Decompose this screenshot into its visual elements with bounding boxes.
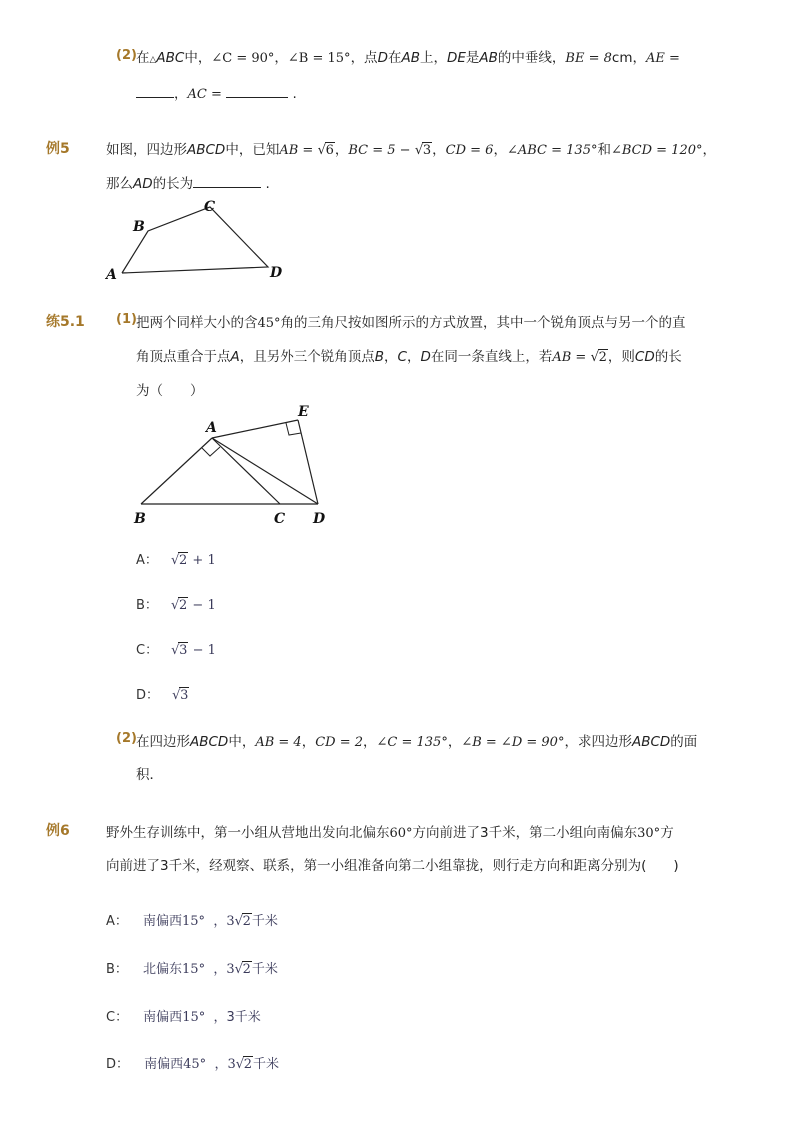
text: ， bbox=[632, 50, 646, 66]
text: 那么 bbox=[106, 176, 133, 192]
option-c[interactable] bbox=[106, 1006, 261, 1025]
segment-ac bbox=[212, 438, 280, 504]
option-b[interactable] bbox=[106, 958, 278, 977]
right-angle-mark-a bbox=[202, 447, 220, 456]
vertex-label-c: C bbox=[274, 511, 286, 527]
sqrt bbox=[236, 1057, 253, 1072]
text: 在 bbox=[387, 50, 402, 66]
question-line bbox=[106, 140, 716, 161]
text: ，点 bbox=[350, 50, 378, 66]
math-expr: ∠BCD = 120° bbox=[610, 143, 703, 158]
vertex-label-d: D bbox=[313, 511, 326, 527]
option-a[interactable] bbox=[136, 549, 216, 568]
option-letter: B： bbox=[106, 962, 128, 977]
radicand: 3 bbox=[422, 143, 432, 158]
option-angle: 45° bbox=[183, 1057, 207, 1072]
option-tail: + 1 bbox=[188, 553, 216, 568]
math-expr: CD = 2 bbox=[315, 735, 364, 750]
radicand: 2 bbox=[243, 1057, 253, 1072]
answer-line bbox=[136, 84, 297, 105]
math-var: AB bbox=[479, 50, 498, 66]
text: 在同一条直线上，若 bbox=[430, 349, 553, 365]
option-angle: 15° bbox=[182, 1010, 206, 1025]
math-var: ABCD bbox=[631, 734, 671, 750]
vertex-label-a: A bbox=[206, 420, 217, 436]
text: 把两个同样大小的含 bbox=[136, 315, 258, 331]
math-expr: AB = bbox=[279, 143, 314, 158]
option-d[interactable] bbox=[106, 1053, 279, 1072]
math-expr: BE = 8 bbox=[565, 51, 612, 66]
option-angle: 15° bbox=[182, 962, 206, 977]
vertex-label-c: C bbox=[204, 199, 216, 215]
sqrt bbox=[235, 914, 252, 929]
sqrt bbox=[235, 962, 252, 977]
text: 中， bbox=[184, 50, 212, 66]
vertex-label-b: B bbox=[133, 219, 145, 235]
math-expr: ∠C = 135° bbox=[376, 735, 448, 750]
math-expr: 45° bbox=[257, 316, 281, 331]
math-var: CD bbox=[634, 349, 655, 365]
math-expr: AB = bbox=[552, 350, 587, 365]
segment-ed bbox=[298, 420, 318, 504]
text: 上， bbox=[419, 50, 447, 66]
sqrt bbox=[591, 348, 608, 368]
vertex-label-d: D bbox=[270, 265, 283, 281]
sqrt bbox=[171, 643, 188, 658]
radicand: 3 bbox=[180, 688, 189, 703]
question-line bbox=[136, 347, 682, 368]
option-coef: 3 bbox=[227, 1057, 236, 1072]
question-number: (1) bbox=[116, 312, 137, 327]
math-expr: ∠B = ∠D = 90° bbox=[461, 735, 565, 750]
text: ， bbox=[493, 142, 507, 158]
math-expr: ∠B = 15° bbox=[287, 51, 351, 66]
answer-blank[interactable] bbox=[226, 85, 288, 98]
text: . bbox=[265, 176, 270, 192]
option-tail: − 1 bbox=[188, 598, 216, 613]
text: 角顶点重合于点 bbox=[136, 349, 231, 365]
text: ， bbox=[301, 734, 316, 750]
math-var: AD bbox=[133, 176, 153, 192]
math-expr: ∠ABC = 135° bbox=[506, 143, 598, 158]
math-expr: AB = 4 bbox=[255, 735, 302, 750]
option-letter: A： bbox=[136, 553, 158, 568]
math-var: D bbox=[420, 349, 431, 365]
option-letter: A： bbox=[106, 914, 128, 929]
math-expr: AE = bbox=[645, 51, 680, 66]
math-expr: ∠C = 90° bbox=[211, 51, 275, 66]
text: ， bbox=[174, 86, 188, 102]
option-b[interactable] bbox=[136, 594, 216, 613]
radicand: 2 bbox=[242, 914, 251, 929]
segment-ad bbox=[212, 438, 318, 504]
option-angle: 15° bbox=[182, 914, 206, 929]
text: 在四边形 bbox=[136, 734, 190, 750]
question-line bbox=[106, 823, 674, 844]
option-direction: 南偏西 bbox=[144, 1057, 184, 1072]
option-tail: − 1 bbox=[188, 643, 216, 658]
radicand: 2 bbox=[179, 598, 188, 613]
text: ，求四边形 bbox=[564, 734, 632, 750]
option-letter: D： bbox=[136, 688, 160, 703]
option-unit: 3千米 bbox=[226, 1010, 261, 1025]
text: ， bbox=[213, 962, 227, 977]
radicand: 3 bbox=[179, 643, 188, 658]
option-letter: C： bbox=[106, 1010, 129, 1025]
text: ，则 bbox=[607, 349, 635, 365]
question-line bbox=[136, 732, 697, 753]
text: ， bbox=[214, 1057, 228, 1072]
vertex-label-b: B bbox=[134, 511, 146, 527]
text: ， bbox=[384, 349, 398, 365]
sqrt bbox=[415, 141, 432, 161]
text: ， bbox=[334, 142, 349, 158]
text: 和 bbox=[597, 142, 611, 158]
sqrt bbox=[172, 688, 189, 703]
text: 的长 bbox=[654, 349, 682, 365]
text: ， bbox=[702, 142, 716, 158]
vertex-label-a: A bbox=[106, 267, 117, 283]
text: ， bbox=[213, 1010, 227, 1025]
option-unit: 千米 bbox=[251, 962, 278, 977]
text: ， bbox=[274, 50, 288, 66]
sqrt bbox=[171, 598, 188, 613]
option-letter: C： bbox=[136, 643, 159, 658]
text: 中， bbox=[228, 734, 256, 750]
text: ， bbox=[406, 349, 421, 365]
option-letter: B： bbox=[136, 598, 158, 613]
math-var: AB bbox=[401, 50, 420, 66]
math-var: A bbox=[230, 349, 240, 365]
text: 野外生存训练中，第一小组从营地出发向北偏东 bbox=[106, 825, 390, 841]
option-direction: 南偏西 bbox=[143, 914, 183, 929]
answer-blank[interactable] bbox=[136, 85, 174, 98]
text: ， bbox=[447, 734, 462, 750]
text: ， bbox=[432, 142, 446, 158]
text: 的长为 bbox=[152, 176, 194, 192]
sqrt bbox=[318, 141, 335, 161]
question-number: (2) bbox=[116, 731, 137, 746]
option-unit: 千米 bbox=[253, 1057, 280, 1072]
math-expr: BC = 5 − bbox=[348, 143, 411, 158]
example-tag: 例6 bbox=[46, 823, 70, 839]
text: 的面 bbox=[670, 734, 698, 750]
math-var: DE bbox=[446, 50, 466, 66]
triangles-figure bbox=[128, 402, 333, 527]
option-coef: 3 bbox=[226, 914, 235, 929]
math-var: D bbox=[377, 50, 388, 66]
math-expr: AC = bbox=[187, 87, 222, 102]
option-direction: 南偏西 bbox=[143, 1010, 183, 1025]
radicand: 2 bbox=[179, 553, 188, 568]
question-line bbox=[136, 48, 680, 70]
unit: cm bbox=[611, 50, 633, 66]
radicand: 2 bbox=[242, 962, 251, 977]
math-expr: 30° bbox=[637, 826, 661, 841]
text: 角的三角尺按如图所示的方式放置，其中一个锐角顶点与另一个的直 bbox=[280, 315, 686, 331]
math-expr: 60° bbox=[389, 826, 413, 841]
radicand: 2 bbox=[598, 350, 607, 365]
text: ，且另外三个锐角顶点 bbox=[239, 349, 375, 365]
answer-blank[interactable] bbox=[193, 175, 261, 188]
vertex-label-e: E bbox=[298, 404, 309, 420]
text: 在 bbox=[136, 50, 150, 66]
quadrilateral-figure bbox=[100, 195, 300, 285]
option-direction: 北偏东 bbox=[143, 962, 183, 977]
math-var: B bbox=[374, 349, 385, 365]
quadrilateral-outline bbox=[122, 207, 268, 273]
sqrt bbox=[171, 553, 188, 568]
segment-ab bbox=[141, 438, 212, 504]
option-a[interactable] bbox=[106, 910, 278, 929]
option-c[interactable] bbox=[136, 639, 216, 658]
math-var: C bbox=[397, 349, 407, 365]
option-d[interactable] bbox=[136, 684, 189, 703]
text: 如图，四边形 bbox=[106, 142, 187, 158]
math-var: ABCD bbox=[187, 142, 226, 158]
question-number: (2) bbox=[116, 48, 137, 63]
math-var: ABCD bbox=[190, 734, 229, 750]
text: 方 bbox=[660, 825, 674, 841]
radicand: 6 bbox=[325, 143, 334, 158]
question-line: 为（ ） bbox=[136, 383, 204, 399]
math-var: ABC bbox=[156, 50, 185, 66]
text: 方向前进了3千米，第二小组向南偏东 bbox=[412, 825, 638, 841]
question-line bbox=[136, 313, 686, 334]
text: ， bbox=[363, 734, 377, 750]
example-tag: 例5 bbox=[46, 141, 70, 157]
text: . bbox=[292, 86, 297, 102]
option-unit: 千米 bbox=[251, 914, 278, 929]
option-coef: 3 bbox=[226, 962, 235, 977]
question-line: 向前进了3千米，经观察、联系，第一小组准备向第二小组靠拢，则行走方向和距离分别为( ) bbox=[106, 858, 679, 874]
option-letter: D： bbox=[106, 1057, 130, 1072]
text: ， bbox=[213, 914, 227, 929]
text: 的中垂线， bbox=[497, 50, 566, 66]
math-expr: CD = 6 bbox=[445, 143, 494, 158]
practice-tag: 练5.1 bbox=[46, 314, 85, 330]
answer-line bbox=[106, 174, 270, 194]
text: 中，已知 bbox=[225, 142, 280, 158]
text: 是 bbox=[465, 50, 480, 66]
segment-ae bbox=[212, 420, 298, 438]
triangle-symbol: △ bbox=[149, 55, 157, 65]
question-line: 积． bbox=[136, 767, 163, 783]
